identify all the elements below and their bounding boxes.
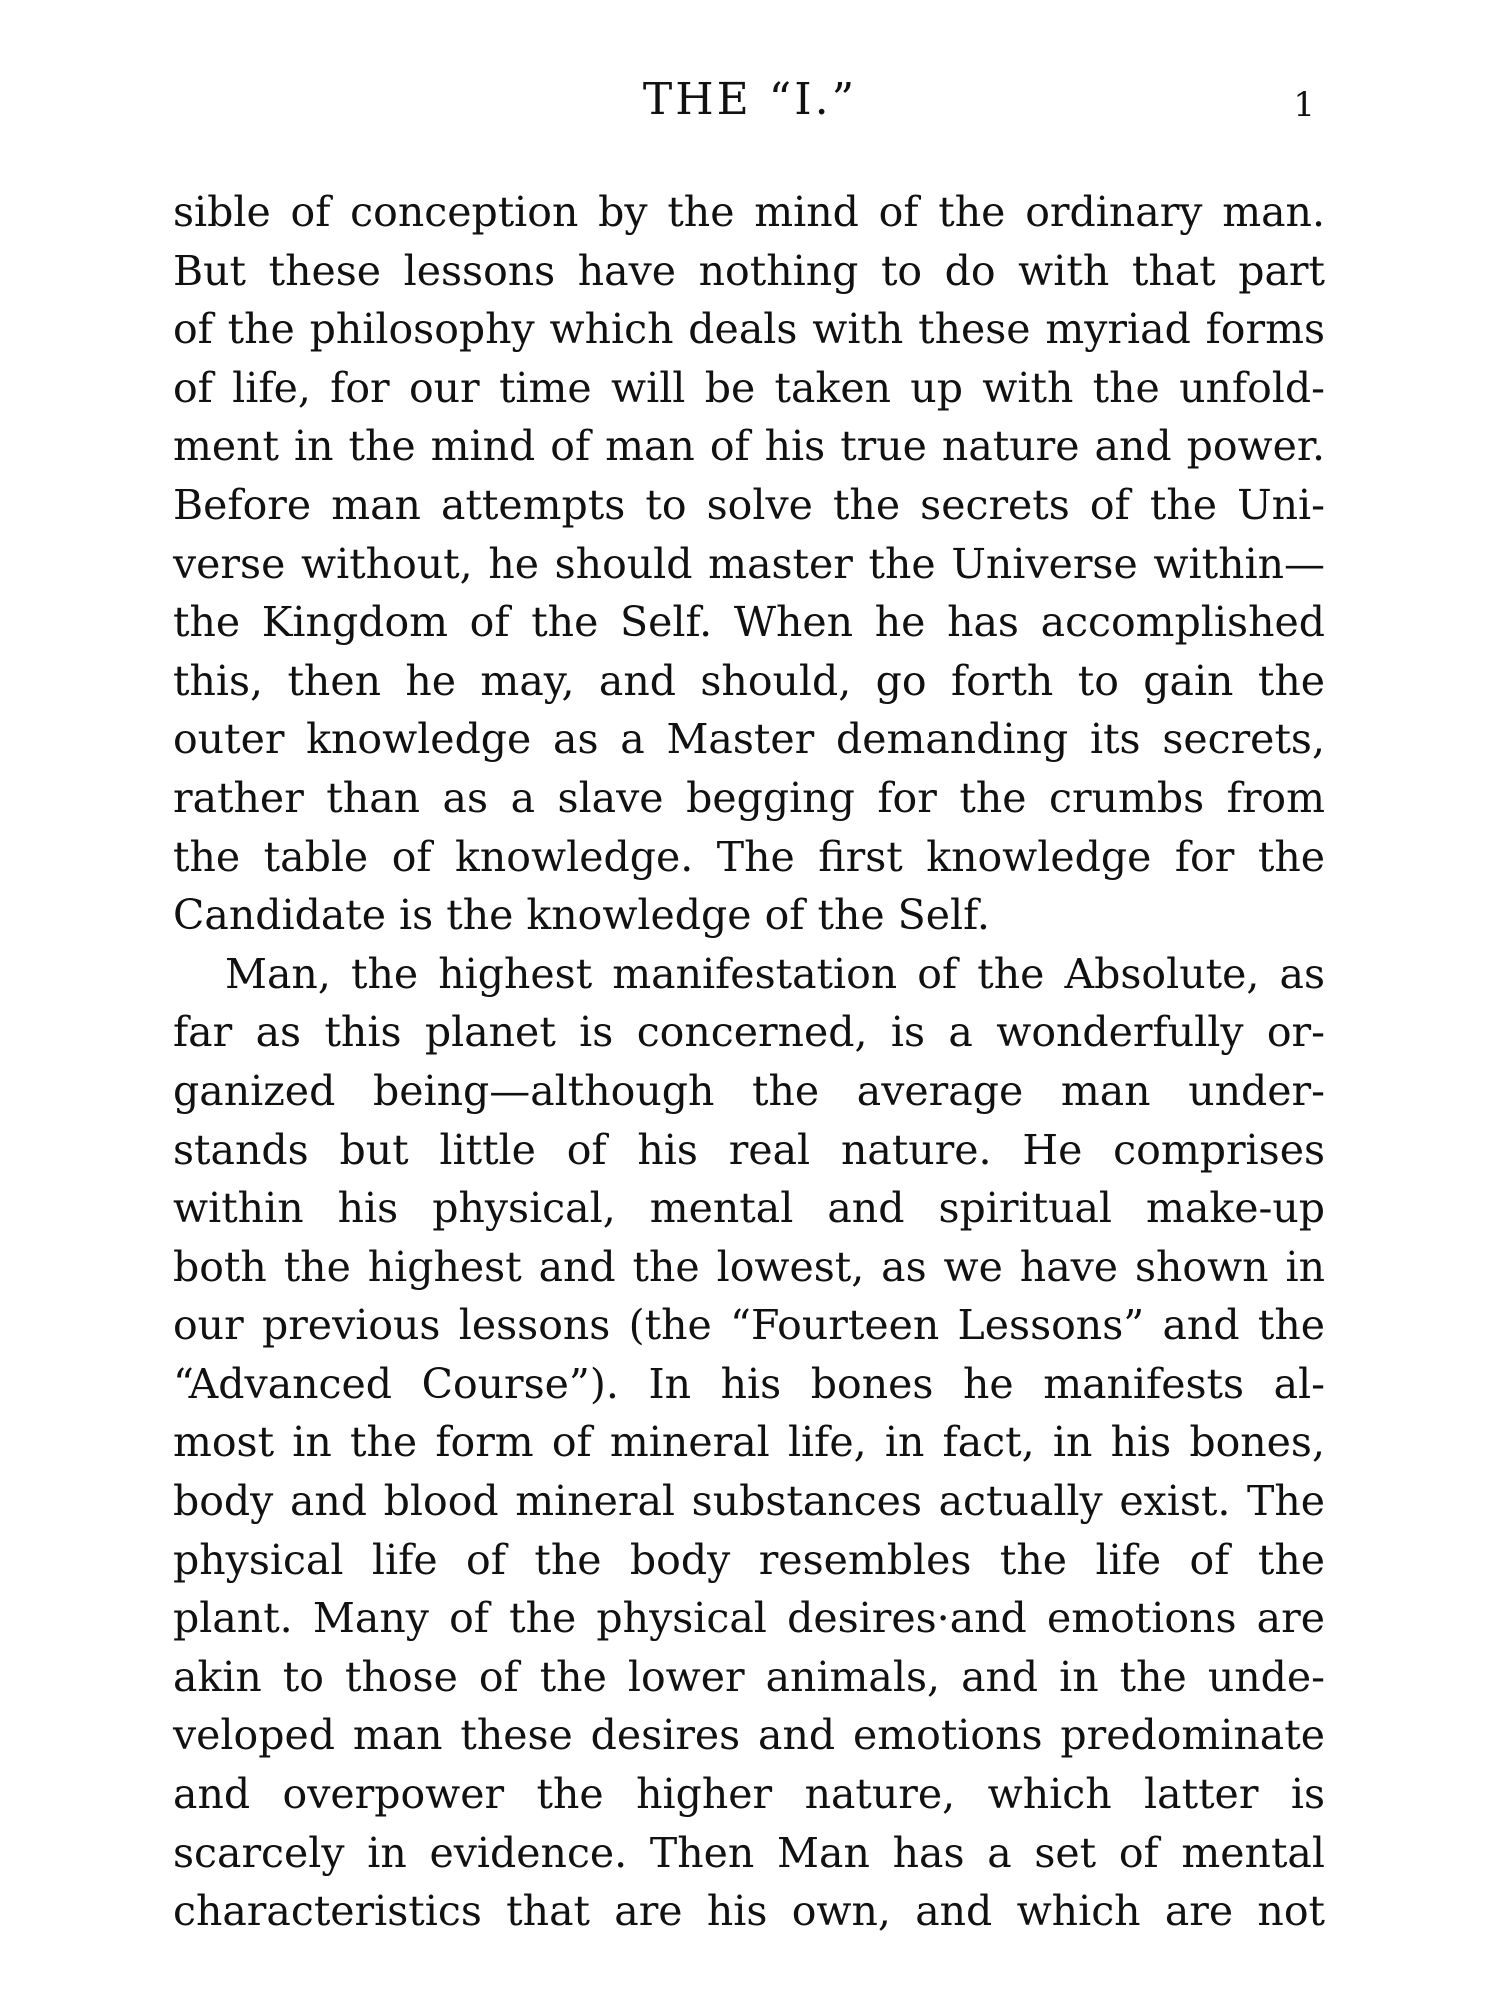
text-line: ganized being—although the average man under- [173,1066,1325,1115]
text-line: this, then he may, and should, go forth to gain the [173,656,1325,705]
text-line: veloped man these desires and emotions predominate [173,1711,1325,1760]
text-line: and overpower the higher nature, which latter is [173,1770,1325,1819]
text-line: rather than as a slave begging for the crumbs from [173,773,1325,822]
text-line: stands but little of his real nature. He comprises [173,1125,1325,1174]
text-line: of the philosophy which deals with these myriad forms [173,305,1325,354]
text-line: most in the form of mineral life, in fact, in his bones, [173,1418,1325,1467]
text-line: plant. Many of the physical desires·and emotions are [173,1594,1325,1643]
text-line: our previous lessons (the “Fourteen Lessons” and the [173,1301,1325,1350]
text-line: physical life of the body resembles the life of the [173,1535,1325,1584]
text-line: “Advanced Course”). In his bones he manifests al- [173,1359,1325,1408]
text-line: the table of knowledge. The first knowledge for the [173,832,1325,881]
text-line: Before man attempts to solve the secrets of the Uni- [173,480,1325,529]
text-line: scarcely in evidence. Then Man has a set of mental [173,1828,1325,1877]
body-text [173,183,1325,1941]
text-line: Man, the highest manifestation of the Absolute, as [225,949,1325,998]
text-line: body and blood mineral substances actually exist. The [173,1477,1325,1526]
text-line: akin to those of the lower animals, and in the unde- [173,1652,1325,1701]
text-line: Candidate is the knowledge of the Self. [173,891,990,940]
text-line: both the highest and the lowest, as we have shown in [173,1242,1325,1291]
text-line: the Kingdom of the Self. When he has accomplished [173,598,1325,647]
text-line: sible of conception by the mind of the ordinary man. [173,188,1325,236]
text-line: of life, for our time will be taken up with the unfold- [173,363,1325,412]
running-header [0,70,1500,130]
text-line: But these lessons have nothing to do with that part [173,246,1325,295]
text-line: within his physical, mental and spiritual make-up [173,1184,1325,1233]
text-line: far as this planet is concerned, is a wonderfully or- [173,1008,1325,1057]
page-number: 1 [1293,85,1315,125]
running-title: THE “I.” [642,74,858,125]
text-line: verse without, he should master the Universe within— [173,539,1325,588]
text-line: ment in the mind of man of his true nature and power. [173,422,1325,471]
text-line: outer knowledge as a Master demanding its secrets, [173,715,1325,764]
text-line: characteristics that are his own, and which are not [173,1887,1325,1936]
